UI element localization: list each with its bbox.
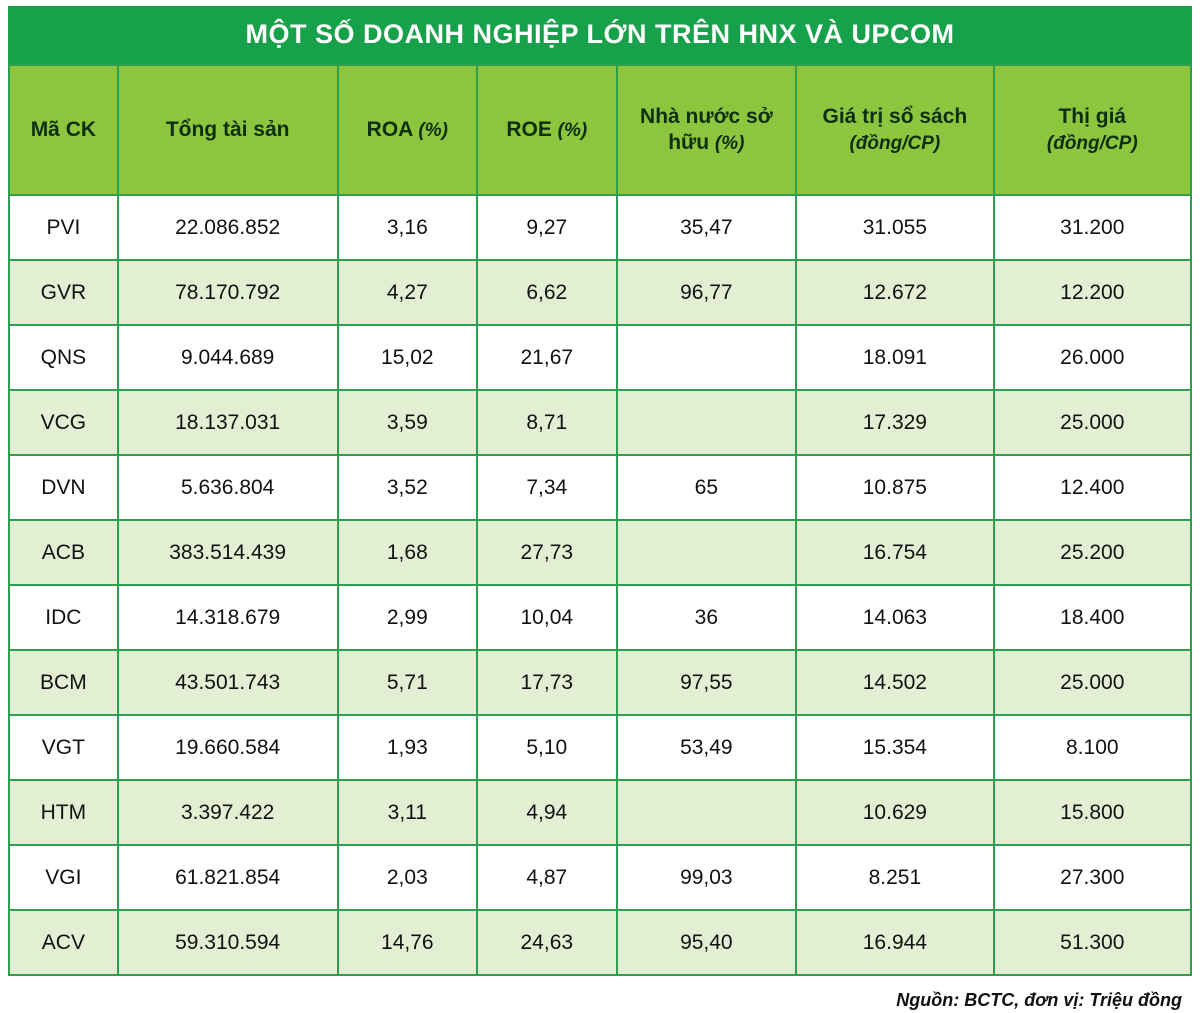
cell-thi-gia: 27.300 bbox=[994, 845, 1191, 910]
cell-nha-nuoc-so-huu: 35,47 bbox=[617, 195, 797, 260]
cell-roa: 4,27 bbox=[338, 260, 477, 325]
cell-roe: 27,73 bbox=[477, 520, 616, 585]
cell-nha-nuoc-so-huu: 96,77 bbox=[617, 260, 797, 325]
table-row bbox=[9, 650, 1191, 715]
cell-thi-gia: 51.300 bbox=[994, 910, 1191, 975]
cell-thi-gia: 12.400 bbox=[994, 455, 1191, 520]
table-body bbox=[9, 195, 1191, 975]
cell-tong-tai-san: 9.044.689 bbox=[118, 325, 338, 390]
cell-gia-tri-so-sach: 12.672 bbox=[796, 260, 993, 325]
cell-nha-nuoc-so-huu bbox=[617, 325, 797, 390]
cell-ma-ck: VGT bbox=[9, 715, 118, 780]
source-note: Nguồn: BCTC, đơn vị: Triệu đồng bbox=[896, 990, 1182, 1010]
cell-roa: 14,76 bbox=[338, 910, 477, 975]
column-header-thi-gia bbox=[994, 65, 1191, 195]
table-row bbox=[9, 780, 1191, 845]
table-row bbox=[9, 325, 1191, 390]
cell-roe: 24,63 bbox=[477, 910, 616, 975]
cell-ma-ck: HTM bbox=[9, 780, 118, 845]
cell-roe: 9,27 bbox=[477, 195, 616, 260]
cell-roe: 7,34 bbox=[477, 455, 616, 520]
cell-gia-tri-so-sach: 14.063 bbox=[796, 585, 993, 650]
cell-thi-gia: 25.000 bbox=[994, 390, 1191, 455]
column-header-roe bbox=[477, 65, 616, 195]
cell-gia-tri-so-sach: 15.354 bbox=[796, 715, 993, 780]
cell-ma-ck: ACB bbox=[9, 520, 118, 585]
cell-nha-nuoc-so-huu: 97,55 bbox=[617, 650, 797, 715]
cell-tong-tai-san: 78.170.792 bbox=[118, 260, 338, 325]
column-header-unit: (%) bbox=[714, 133, 745, 154]
table-header-row bbox=[9, 65, 1191, 195]
column-header-gia-tri-so-sach bbox=[796, 65, 993, 195]
column-header-unit: (đồng/CP) bbox=[849, 133, 941, 154]
cell-nha-nuoc-so-huu: 99,03 bbox=[617, 845, 797, 910]
cell-nha-nuoc-so-huu: 65 bbox=[617, 455, 797, 520]
cell-ma-ck: ACV bbox=[9, 910, 118, 975]
table-row bbox=[9, 585, 1191, 650]
column-header-label: Thị giá bbox=[1058, 105, 1127, 129]
column-header-ma-ck bbox=[9, 65, 118, 195]
cell-gia-tri-so-sach: 16.754 bbox=[796, 520, 993, 585]
cell-roa: 2,03 bbox=[338, 845, 477, 910]
cell-gia-tri-so-sach: 18.091 bbox=[796, 325, 993, 390]
cell-thi-gia: 31.200 bbox=[994, 195, 1191, 260]
companies-table bbox=[8, 64, 1192, 976]
cell-nha-nuoc-so-huu: 95,40 bbox=[617, 910, 797, 975]
cell-ma-ck: GVR bbox=[9, 260, 118, 325]
cell-thi-gia: 18.400 bbox=[994, 585, 1191, 650]
cell-gia-tri-so-sach: 14.502 bbox=[796, 650, 993, 715]
cell-nha-nuoc-so-huu bbox=[617, 390, 797, 455]
cell-roa: 1,68 bbox=[338, 520, 477, 585]
cell-thi-gia: 25.200 bbox=[994, 520, 1191, 585]
table-row bbox=[9, 390, 1191, 455]
cell-roa: 5,71 bbox=[338, 650, 477, 715]
column-header-label: Mã CK bbox=[30, 118, 97, 142]
cell-roe: 4,94 bbox=[477, 780, 616, 845]
cell-nha-nuoc-so-huu bbox=[617, 520, 797, 585]
cell-gia-tri-so-sach: 16.944 bbox=[796, 910, 993, 975]
table-row bbox=[9, 715, 1191, 780]
cell-ma-ck: QNS bbox=[9, 325, 118, 390]
table-row bbox=[9, 520, 1191, 585]
cell-gia-tri-so-sach: 31.055 bbox=[796, 195, 993, 260]
cell-tong-tai-san: 18.137.031 bbox=[118, 390, 338, 455]
cell-ma-ck: IDC bbox=[9, 585, 118, 650]
cell-nha-nuoc-so-huu: 36 bbox=[617, 585, 797, 650]
table-row bbox=[9, 195, 1191, 260]
column-header-tong-tai-san bbox=[118, 65, 338, 195]
cell-ma-ck: VGI bbox=[9, 845, 118, 910]
column-header-label: ROA bbox=[366, 118, 413, 142]
table-row bbox=[9, 455, 1191, 520]
cell-gia-tri-so-sach: 17.329 bbox=[796, 390, 993, 455]
cell-roe: 21,67 bbox=[477, 325, 616, 390]
table-header bbox=[9, 65, 1191, 195]
cell-roe: 5,10 bbox=[477, 715, 616, 780]
cell-gia-tri-so-sach: 10.629 bbox=[796, 780, 993, 845]
cell-roe: 10,04 bbox=[477, 585, 616, 650]
cell-roa: 3,52 bbox=[338, 455, 477, 520]
cell-ma-ck: BCM bbox=[9, 650, 118, 715]
column-header-unit: (%) bbox=[418, 120, 448, 142]
column-header-label: ROE bbox=[506, 118, 552, 142]
cell-tong-tai-san: 383.514.439 bbox=[118, 520, 338, 585]
cell-tong-tai-san: 59.310.594 bbox=[118, 910, 338, 975]
cell-roa: 3,16 bbox=[338, 195, 477, 260]
cell-gia-tri-so-sach: 10.875 bbox=[796, 455, 993, 520]
cell-thi-gia: 8.100 bbox=[994, 715, 1191, 780]
cell-tong-tai-san: 5.636.804 bbox=[118, 455, 338, 520]
column-header-roa bbox=[338, 65, 477, 195]
table-row bbox=[9, 260, 1191, 325]
cell-roe: 4,87 bbox=[477, 845, 616, 910]
cell-ma-ck: DVN bbox=[9, 455, 118, 520]
cell-tong-tai-san: 14.318.679 bbox=[118, 585, 338, 650]
column-header-label: Nhà nước sở hữu bbox=[640, 105, 773, 154]
cell-tong-tai-san: 61.821.854 bbox=[118, 845, 338, 910]
column-header-label: Tổng tài sản bbox=[165, 118, 290, 142]
cell-ma-ck: PVI bbox=[9, 195, 118, 260]
cell-roe: 17,73 bbox=[477, 650, 616, 715]
cell-nha-nuoc-so-huu bbox=[617, 780, 797, 845]
cell-roa: 15,02 bbox=[338, 325, 477, 390]
cell-gia-tri-so-sach: 8.251 bbox=[796, 845, 993, 910]
cell-ma-ck: VCG bbox=[9, 390, 118, 455]
cell-thi-gia: 26.000 bbox=[994, 325, 1191, 390]
cell-nha-nuoc-so-huu: 53,49 bbox=[617, 715, 797, 780]
cell-roe: 8,71 bbox=[477, 390, 616, 455]
column-header-nha-nuoc-so-huu bbox=[617, 65, 797, 195]
page-title: MỘT SỐ DOANH NGHIỆP LỚN TRÊN HNX VÀ UPCOM bbox=[8, 6, 1192, 64]
cell-tong-tai-san: 43.501.743 bbox=[118, 650, 338, 715]
cell-roa: 2,99 bbox=[338, 585, 477, 650]
cell-roe: 6,62 bbox=[477, 260, 616, 325]
cell-roa: 1,93 bbox=[338, 715, 477, 780]
column-header-label: Giá trị sổ sách bbox=[822, 105, 968, 129]
cell-thi-gia: 12.200 bbox=[994, 260, 1191, 325]
cell-tong-tai-san: 19.660.584 bbox=[118, 715, 338, 780]
cell-tong-tai-san: 3.397.422 bbox=[118, 780, 338, 845]
cell-roa: 3,59 bbox=[338, 390, 477, 455]
column-header-unit: (đồng/CP) bbox=[1046, 133, 1138, 154]
cell-tong-tai-san: 22.086.852 bbox=[118, 195, 338, 260]
table-row bbox=[9, 845, 1191, 910]
cell-thi-gia: 25.000 bbox=[994, 650, 1191, 715]
cell-thi-gia: 15.800 bbox=[994, 780, 1191, 845]
column-header-unit: (%) bbox=[557, 120, 588, 142]
cell-roa: 3,11 bbox=[338, 780, 477, 845]
table-row bbox=[9, 910, 1191, 975]
